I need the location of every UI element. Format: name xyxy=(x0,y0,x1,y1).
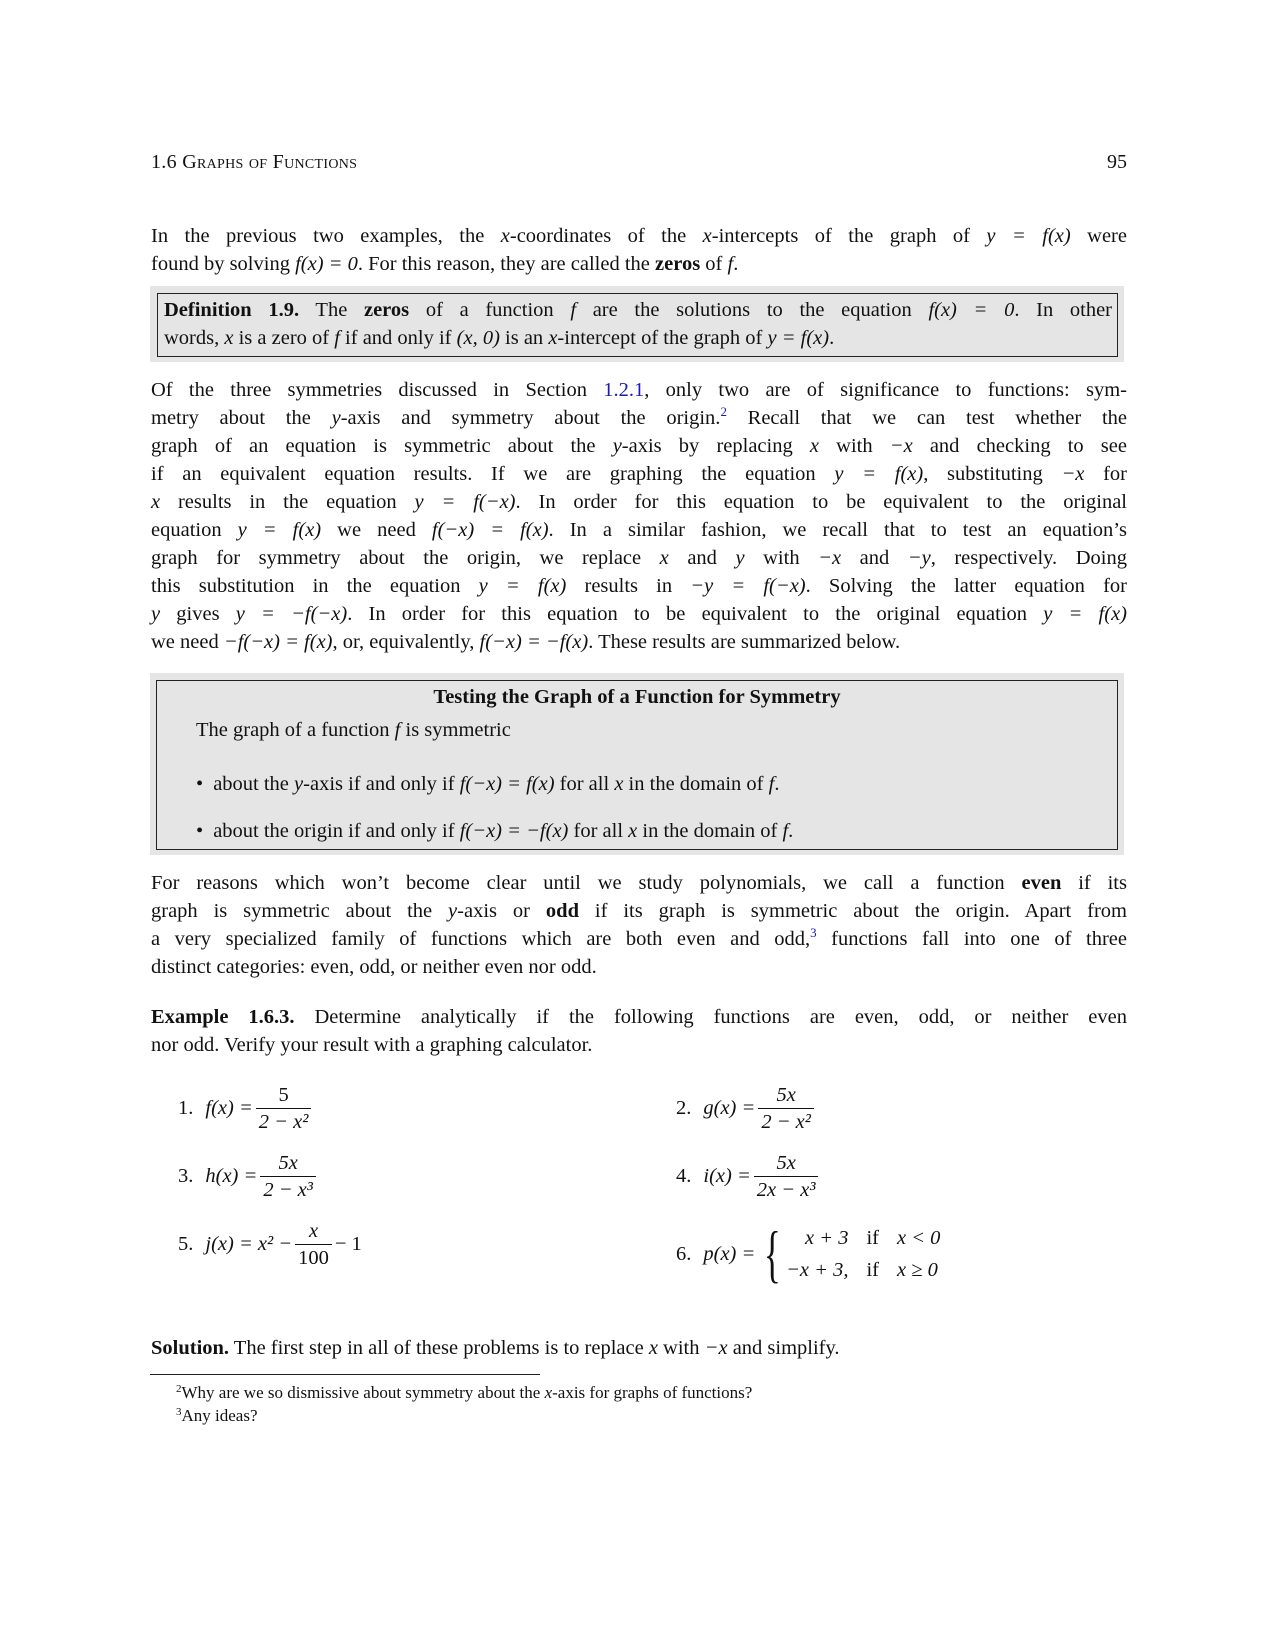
footnote-3: $^3$Any ideas? xyxy=(176,1406,258,1425)
solution-line: Solution. The first step in all of these problems is to replace x with −x and simplify. xyxy=(151,1337,840,1359)
page-number: 95 xyxy=(1107,151,1127,173)
symmetry-bullet-origin: • about the origin if and only if f(−x) = −f(x) for all x in the domain of f. xyxy=(196,820,794,842)
symmetry-para-line-5: x results in the equation y = f(−x). In order for this equation to be equivalent to the original xyxy=(151,491,1128,513)
function-2: 2. g(x) = $\frac{5x}{\text{2 − x²}}$ xyxy=(676,1082,817,1135)
section-title: 1.6 Graphs of Functions xyxy=(151,151,358,173)
function-5: 5. j(x) = x² − $\frac{x}{100}$ − 1 xyxy=(178,1220,362,1269)
symmetry-para-line-9: y gives y = −f(−x). In order for this equation to be equivalent to the original equation y = f(x) xyxy=(151,603,1127,625)
example-label: Example 1.6.3. xyxy=(151,1006,295,1028)
symmetry-para-line-10: we need −f(−x) = f(x), or, equivalently, f(−x) = −f(x). These results are summarized below. xyxy=(151,631,901,653)
symmetry-para-line-4: if an equivalent equation results. If we are graphing the equation y = f(x), substituting −x for xyxy=(151,463,1128,485)
symmetry-para-line-2: metry about the y-axis and symmetry about the origin.$^2$ Recall that we can test whether the xyxy=(151,404,1127,429)
intro-line-1: In the previous two examples, the x-coordinates of the x-intercepts of the graph of y = f(x) were xyxy=(151,225,1127,247)
solution-label: Solution. xyxy=(151,1337,230,1359)
symmetry-para-line-8: this substitution in the equation y = f(x) results in −y = f(−x). Solving the latter equation for xyxy=(151,575,1127,597)
symmetry-bullet-y-axis: • about the y-axis if and only if f(−x) = f(x) for all x in the domain of f. xyxy=(196,773,780,795)
function-3: 3. h(x) = $\frac{5x}{\text{2 − x³}}$ xyxy=(178,1150,319,1203)
symmetry-para-line-3: graph of an equation is symmetric about the y-axis by replacing x with −x and checking to see xyxy=(151,435,1127,457)
footnote-rule xyxy=(150,1374,540,1375)
example-line-2: nor odd. Verify your result with a graphing calculator. xyxy=(151,1034,593,1056)
symmetry-para-line-6: equation y = f(x) we need f(−x) = f(x). In a similar fashion, we recall that to test an equation’s xyxy=(151,519,1127,541)
symmetry-box-intro: The graph of a function f is symmetric xyxy=(196,719,511,741)
left-brace-icon: { xyxy=(764,1218,782,1289)
even-odd-line-4: distinct categories: even, odd, or neither even nor odd. xyxy=(151,956,597,978)
definition-line-2: words, x is a zero of f if and only if (x, 0) is an x-intercept of the graph of y = f(x). xyxy=(164,327,835,349)
definition-label: Definition 1.9. xyxy=(164,299,300,321)
section-link[interactable]: 1.2.1 xyxy=(603,379,645,401)
bullet-icon: • xyxy=(196,820,204,842)
footnote-2: $^2$Why are we so dismissive about symmetry about the x-axis for graphs of functions? xyxy=(176,1383,753,1402)
bullet-icon: • xyxy=(196,773,204,795)
footnote-ref-2[interactable]: 2 xyxy=(720,404,727,419)
intro-line-2: found by solving f(x) = 0. For this reason, they are called the zeros of f. xyxy=(151,253,739,275)
function-6: 6. p(x) = { x + 3 if x < 0 −x + 3, if x ≥ 0 xyxy=(676,1218,941,1289)
footnote-ref-3[interactable]: 3 xyxy=(810,925,817,940)
even-odd-line-2: graph is symmetric about the y-axis or odd if its graph is symmetric about the origin. Apart from xyxy=(151,900,1127,922)
symmetry-box-title: Testing the Graph of a Function for Symmetry xyxy=(433,686,841,708)
even-odd-line-3: a very specialized family of functions which are both even and odd,$^3$ functions fall into one of three xyxy=(151,925,1127,950)
function-1: 1. f(x) = $\frac{5}{\text{2 − x²}}$ xyxy=(178,1082,314,1135)
running-header xyxy=(151,151,1127,174)
function-4: 4. i(x) = $\frac{5x}{\text{2x − x³}}$ xyxy=(676,1150,821,1203)
example-line-1: Example 1.6.3. Determine analytically if the following functions are even, odd, or neither even xyxy=(151,1006,1127,1028)
symmetry-para-line-7: graph for symmetry about the origin, we replace x and y with −x and −y, respectively. Doing xyxy=(151,547,1127,569)
symmetry-para-line-1: Of the three symmetries discussed in Section 1.2.1, only two are of significance to functions: sym- xyxy=(151,379,1127,401)
even-odd-line-1: For reasons which won’t become clear until we study polynomials, we call a function even if its xyxy=(151,872,1127,894)
definition-line-1: Definition 1.9. The zeros of a function f are the solutions to the equation f(x) = 0. In other xyxy=(164,299,1112,321)
